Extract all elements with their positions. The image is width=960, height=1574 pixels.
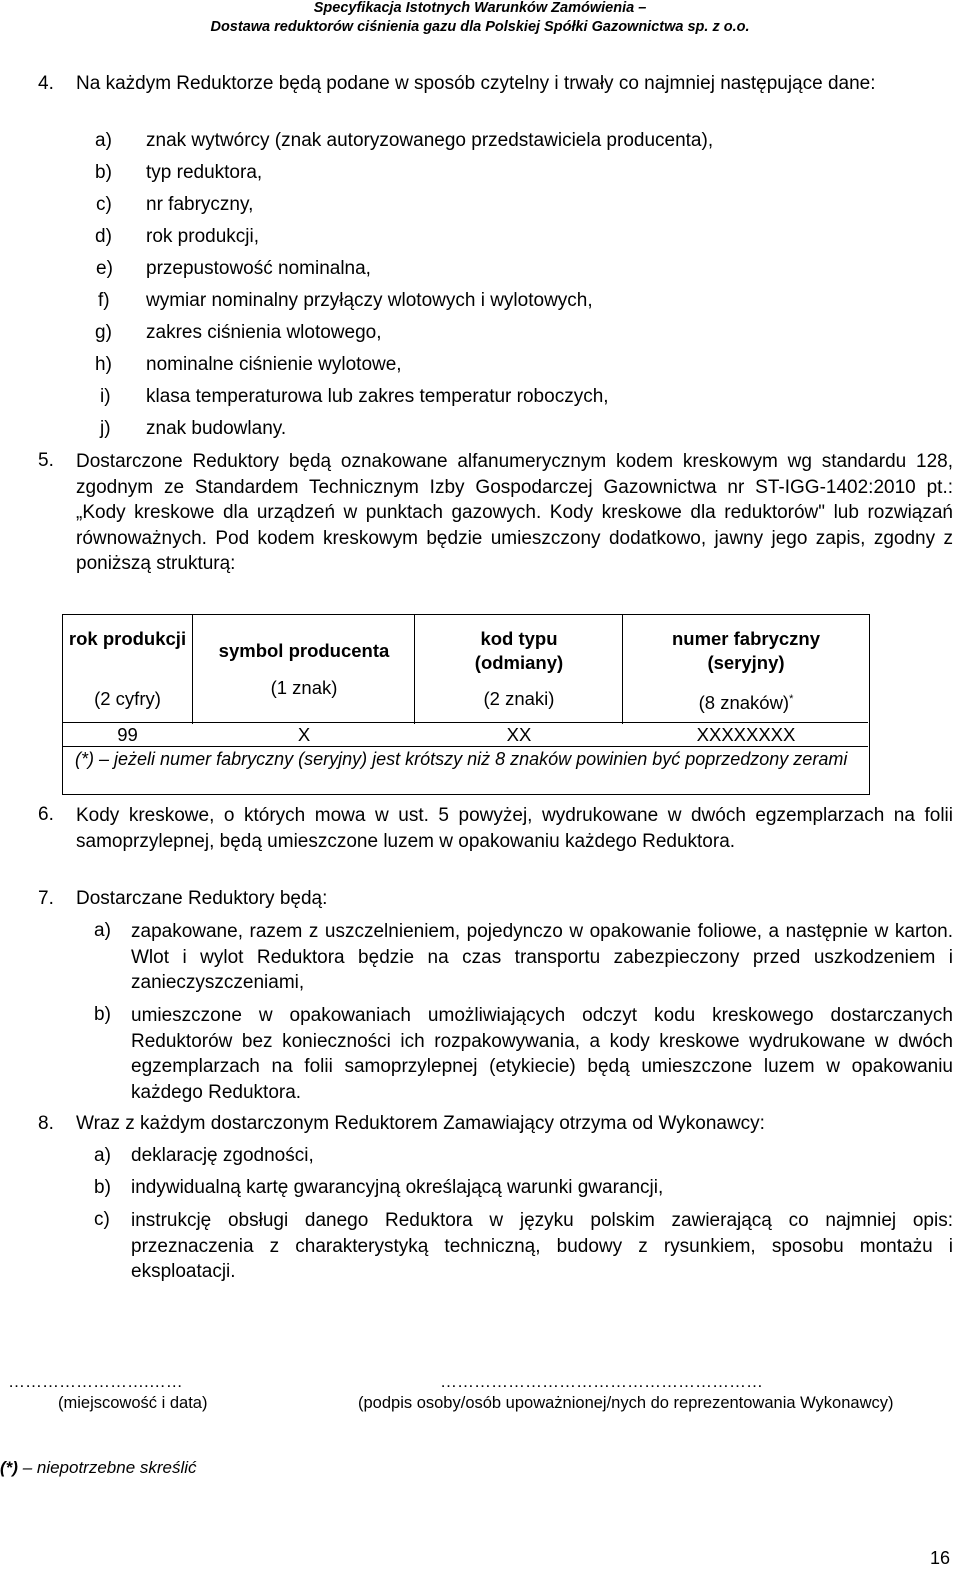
list-item-label: e) [96, 258, 113, 279]
column-header-type-code: kod typu (odmiany) [474, 628, 564, 673]
section-8-text: Wraz z każdym dostarczonym Reduktorem Zamawiający otrzyma od Wykonawcy: [76, 1113, 765, 1134]
table-cell-type-value: XX [506, 724, 532, 745]
barcode-structure-table [62, 614, 870, 795]
list-item-label: f) [98, 290, 110, 311]
column-format-type-code: (2 znaki) [483, 688, 555, 709]
list-item-label: a) [95, 130, 112, 151]
list-item: nr fabryczny, [146, 194, 254, 215]
list-item: umieszczone w opakowaniach umożliwiających odczyt kodu kreskowego dostarczanych Reduktorów bez konieczności ich rozpakowywania, a kody kreskowe wydrukowane w dwóch egzemplarzach na folii samoprzylepnej (etykiecie) będą umieszczone luzem w opakowaniu każdego Reduktora. [131, 1005, 953, 1103]
column-format-manufacturer-symbol: (1 znak) [270, 677, 338, 698]
list-item: zakres ciśnienia wlotowego, [146, 322, 382, 343]
list-item: przepustowość nominalna, [146, 258, 371, 279]
list-item-label: a) [94, 1145, 111, 1166]
document-header-subtitle: Dostawa reduktorów ciśnienia gazu dla Polskiej Spółki Gazownictwa sp. z o.o. [210, 19, 750, 35]
table-footnote [75, 747, 859, 771]
list-item-label: j) [100, 418, 111, 439]
list-item: klasa temperaturowa lub zakres temperatur roboczych, [146, 386, 609, 407]
section-4-text: Na każdym Reduktorze będą podane w sposób czytelny i trwały co najmniej następujące dane: [76, 73, 876, 94]
table-cell-manufacturer-value: X [297, 724, 311, 745]
section-5-number: 5. [38, 450, 54, 471]
list-item-label: c) [96, 194, 112, 215]
list-item: rok produkcji, [146, 226, 259, 247]
list-item-label: c) [94, 1209, 110, 1230]
table-cell-year-value: 99 [117, 724, 138, 745]
list-item: typ reduktora, [146, 162, 263, 183]
list-item-label: b) [94, 1004, 111, 1025]
signature-line: ………………………………………………… [440, 1372, 763, 1391]
list-item-label: g) [95, 322, 112, 343]
section-6-text: Kody kreskowe, o których mowa w ust. 5 powyżej, wydrukowane w dwóch egzemplarzach na folii samoprzylepnej, będą umieszczone luzem w opakowaniu każdego Reduktora. [76, 805, 953, 852]
section-5-text: Dostarczone Reduktory będą oznakowane alfanumerycznym kodem kreskowym wg standardu 128, zgodnym ze Standardem Technicznym Izby Gospodarczej Gazownictwa nr ST-IGG-1402:2010 pt.: „Kody kreskowe dla urządzeń w punktach gazowych. Kody kreskowe dla reduktorów" lub rozwiązań równoważnych. Pod kodem kreskowym będzie umieszczony dodatkowo, jawny jego zapis, zgodny z poniższą strukturą: [76, 451, 953, 575]
list-item: nominalne ciśnienie wylotowe, [146, 354, 402, 375]
column-format-year: (2 cyfry) [94, 688, 161, 709]
column-header-year: rok produkcji [68, 628, 187, 649]
list-item-label: i) [100, 386, 111, 407]
list-item-label: h) [95, 354, 112, 375]
list-item-label: a) [94, 920, 111, 941]
column-header-manufacturer-symbol: symbol producenta [218, 640, 390, 661]
section-8-number: 8. [38, 1113, 54, 1134]
section-7-number: 7. [38, 888, 54, 909]
list-item: deklarację zgodności, [131, 1145, 314, 1166]
column-header-serial-number: numer fabryczny (seryjny) [671, 628, 821, 673]
list-item: instrukcję obsługi danego Reduktora w języku polskim zawierającą co najmniej opis: przeznaczenia z charakterystyką techniczną, budowy z rysunkiem, sposobu montażu i eksploatacji. [131, 1210, 953, 1283]
list-item-label: d) [95, 226, 112, 247]
page-number: 16 [930, 1548, 951, 1568]
signature-place-date-line: …………………….…… [8, 1372, 183, 1391]
list-item-label: b) [95, 162, 112, 183]
section-6-number: 6. [38, 804, 54, 825]
page-footnote [0, 1458, 197, 1478]
signature-caption: (podpis osoby/osób upoważnionej/nych do reprezentowania Wykonawcy) [358, 1394, 894, 1412]
table-footnote-text: – jeżeli numer fabryczny (seryjny) jest krótszy niż 8 znaków powinien być poprzedzony zerami [99, 749, 848, 769]
column-format-serial-number: (8 znaków)* [698, 692, 794, 714]
list-item-label: b) [94, 1177, 111, 1198]
document-header-title: Specyfikacja Istotnych Warunków Zamówienia – [313, 0, 647, 16]
list-item: indywidualną kartę gwarancyjną określającą warunki gwarancji, [131, 1177, 664, 1198]
list-item: znak budowlany. [146, 418, 287, 439]
page-footnote-mark: (*) [0, 1458, 18, 1477]
table-footnote-mark: (*) [75, 749, 94, 769]
list-item: znak wytwórcy (znak autoryzowanego przedstawiciela producenta), [146, 130, 714, 151]
section-7-text: Dostarczane Reduktory będą: [76, 888, 328, 909]
footnote-mark: * [789, 693, 794, 705]
signature-place-date-caption: (miejscowość i data) [58, 1394, 208, 1412]
list-item: wymiar nominalny przyłączy wlotowych i wylotowych, [146, 290, 593, 311]
page-footnote-text: – niepotrzebne skreślić [22, 1458, 197, 1477]
table-cell-serial-value: XXXXXXXX [696, 724, 796, 745]
list-item: zapakowane, razem z uszczelnieniem, pojedynczo w opakowanie foliowe, a następnie w karton. Wlot i wylot Reduktora będzie na czas transportu zabezpieczony przed uszkodzeniem i zanieczyszczeniami, [131, 921, 953, 994]
section-4-number: 4. [38, 73, 54, 94]
